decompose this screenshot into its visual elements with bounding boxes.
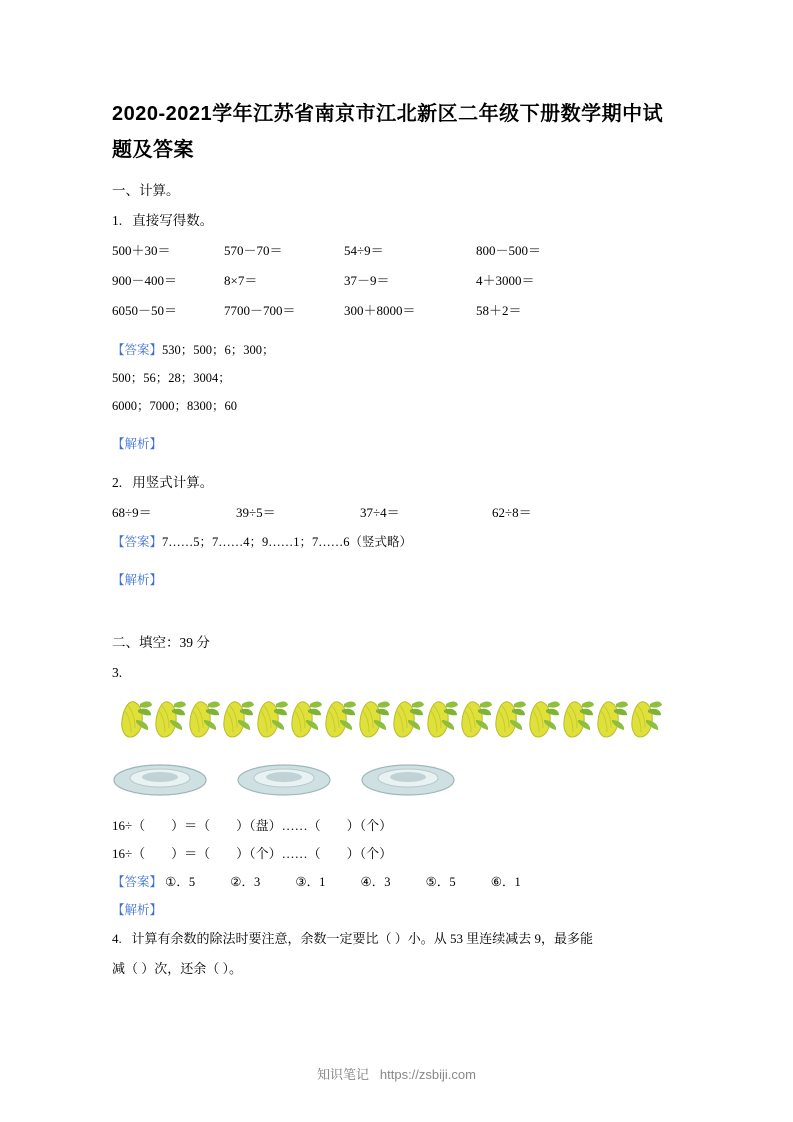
answer-text: 530；500；6；300； — [162, 343, 275, 357]
question-4-text: 计算有余数的除法时要注意，余数一定要比（ ）小。从 53 里连续减去 9，最多能 — [131, 931, 594, 946]
question-2-analysis-tag: 【解析】 — [112, 573, 163, 587]
answer-item: ③．1 — [295, 875, 326, 889]
question-1-answer-line-3 — [112, 392, 682, 420]
answer-item: ②．3 — [230, 875, 261, 889]
footer-url: https://zsbiji.com — [379, 1067, 476, 1082]
expression: 900－400＝ — [112, 273, 178, 288]
question-1-text: 直接写得数。 — [132, 213, 214, 228]
plates-svg — [112, 756, 552, 806]
expression: 500＋30＝ — [112, 243, 171, 258]
answer-item: ⑤．5 — [425, 875, 456, 889]
expression: 58＋2＝ — [476, 303, 522, 318]
corn-illustration — [112, 698, 682, 744]
expression: 8×7＝ — [224, 273, 258, 288]
plates-illustration — [112, 756, 682, 806]
question-2-answer — [112, 528, 682, 556]
expression: 300＋8000＝ — [344, 303, 416, 318]
answer-item: ⑥．1 — [490, 875, 521, 889]
question-3-answer — [112, 868, 682, 896]
corn-row-svg — [118, 698, 678, 744]
page-title: 2020-2021学年江苏省南京市江北新区二年级下册数学期中试题及答案 — [112, 103, 664, 161]
question-1-answer-line-1 — [112, 336, 682, 364]
question-3-analysis-tag: 【解析】 — [112, 903, 163, 917]
question-3-fill-line-2: 16÷（ ）＝（ ）（个）……（ ）（个） — [112, 846, 393, 861]
expression: 54÷9＝ — [344, 243, 384, 258]
answer-item: ①．5 — [165, 875, 196, 889]
question-4-number: 4. — [112, 931, 122, 946]
answer-tag: 【答案】 — [112, 875, 163, 889]
question-3-fill-line-1: 16÷（ ）＝（ ）（盘）……（ ）（个） — [112, 818, 393, 833]
expression: 62÷8＝ — [492, 505, 532, 520]
answer-item: ④．3 — [360, 875, 391, 889]
expression: 570－70＝ — [224, 243, 283, 258]
answer-tag: 【答案】 — [112, 343, 163, 357]
section-2-heading: 二、填空：39 分 — [112, 635, 210, 650]
footer — [0, 1064, 793, 1083]
question-1-line — [112, 206, 682, 236]
question-3-number: 3. — [112, 665, 123, 680]
question-1-answer-line-2 — [112, 364, 682, 392]
question-1-number: 1. — [112, 213, 123, 228]
expression: 68÷9＝ — [112, 505, 152, 520]
expression: 4＋3000＝ — [476, 273, 535, 288]
expression: 37－9＝ — [344, 273, 390, 288]
expression: 37÷4＝ — [360, 505, 400, 520]
document-body — [112, 96, 682, 984]
expression: 39÷5＝ — [236, 505, 276, 520]
question-1-row-3 — [112, 296, 682, 326]
question-1-row-2 — [112, 266, 682, 296]
expression: 800－500＝ — [476, 243, 542, 258]
question-1-row-1 — [112, 236, 682, 266]
footer-brand: 知识笔记 — [317, 1067, 370, 1082]
section-1-heading: 一、计算。 — [112, 183, 180, 198]
answer-text: 6000；7000；8300；60 — [112, 399, 238, 413]
question-1-analysis-tag: 【解析】 — [112, 437, 163, 451]
question-2-line — [112, 468, 682, 498]
question-4-line-1 — [112, 924, 682, 954]
answer-text: 500；56；28；3004； — [112, 371, 231, 385]
answer-tag: 【答案】 — [112, 535, 163, 549]
question-2-row — [112, 498, 682, 528]
question-2-number: 2. — [112, 475, 123, 490]
answer-text: 7……5；7……4；9……1；7……6（竖式略） — [162, 535, 413, 549]
question-4-line-2: 减（ ）次，还余（ ）。 — [112, 961, 243, 976]
expression: 6050－50＝ — [112, 303, 178, 318]
expression: 7700－700＝ — [224, 303, 296, 318]
question-2-text: 用竖式计算。 — [132, 475, 214, 490]
